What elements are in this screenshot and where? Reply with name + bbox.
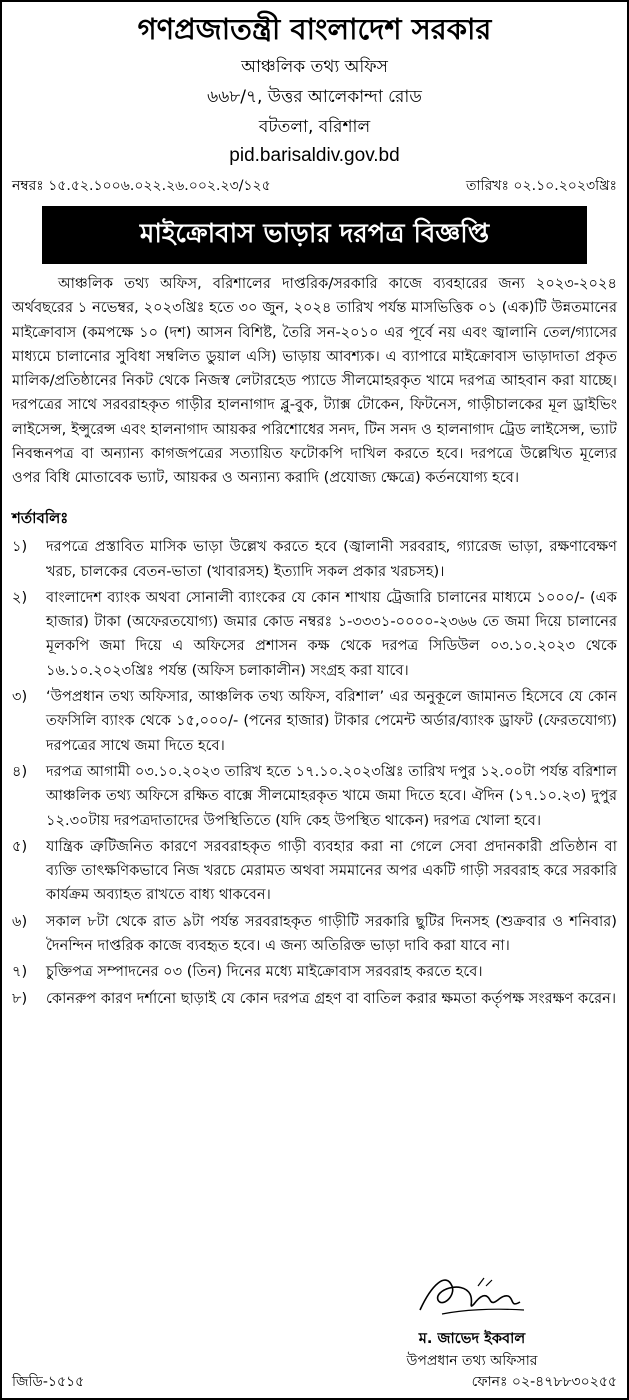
terms-heading: শর্তাবলিঃ <box>12 509 69 528</box>
term-number: ১) <box>12 538 28 556</box>
phone-number: ফোনঃ ০২-৪৭৮৮৩০২৫৫ <box>471 1374 617 1390</box>
term-item <box>12 987 617 1011</box>
term-item <box>12 960 617 984</box>
term-item <box>12 835 617 908</box>
term-number: ২) <box>12 588 28 606</box>
notice-title-banner <box>42 206 587 264</box>
government-title: গণপ্রজাতন্ত্রী বাংলাদেশ সরকার <box>137 12 492 46</box>
term-text: ‘উপপ্রধান তথ্য অফিসার, আঞ্চলিক তথ্য অফিস, বরিশাল’ এর অনুকূলে জামানত হিসেবে যে কোন তফসিলি ব্যাংক থেকে ১৫,০০০/- (পনের হাজার) টাকার পেমেন্ট অর্ডার/ব্যাংক ড্রাফট (ফেরতযোগ্য) দরপত্রের সাথে জমা দিতে হবে। <box>46 688 617 754</box>
terms-list <box>12 535 617 1011</box>
term-item <box>12 586 617 683</box>
reference-line <box>12 176 617 196</box>
term-text: দরপত্রে প্রস্তাবিত মাসিক ভাড়া উল্লেখ করতে হবে (জ্বালানী সরবরাহ, গ্যারেজ ভাড়া, রক্ষণাবেক্ষণ খরচ, চালকের বেতন-ভাতা (খাবারসহ) ইত্যাদি সকল প্রকার খরচসহ)। <box>46 538 617 580</box>
term-item <box>12 910 617 959</box>
address-line-1: ৬৬৮/৭, উত্তর আলেকান্দা রোড <box>207 87 422 107</box>
term-text: কোনরুপ কারণ দর্শানো ছাড়াই যে কোন দরপত্র গ্রহণ বা বাতিল করার ক্ষমতা কর্তৃপক্ষ সংরক্ষণ করেন। <box>46 989 617 1007</box>
term-item <box>12 760 617 833</box>
term-text: দরপত্র আগামী ০৩.১০.২০২৩ তারিখ হতে ১৭.১০.২০২৩খ্রিঃ তারিখ দপুর ১২.০০টা পর্যন্ত বরিশাল আঞ্চলিক তথ্য অফিসে রক্ষিত বাক্সে সীলমোহরকৃত খামে জমা দিতে হবে। ঐদিন (১৭.১০.২৩) দুপুর ১২.৩০টায় দরপত্রদাতাদের উপস্থিতিতে (যদি কেহ উপস্থিত থাকেন) দরপত্র খোলা হবে। <box>46 762 617 829</box>
signer-title: উপপ্রধান তথ্য অফিসার <box>406 1353 538 1369</box>
handwritten-signature <box>412 1264 532 1326</box>
signer-name: ম. জাভেদ ইকবাল <box>418 1330 526 1347</box>
term-text: চুক্তিপত্র সম্পাদনের ০৩ (তিন) দিনের মধ্যে মাইক্রোবাস সরবরাহ করতে হবে। <box>46 963 483 981</box>
term-number: ৮) <box>12 989 28 1007</box>
term-number: ৬) <box>12 912 28 930</box>
footer <box>12 1372 617 1392</box>
term-number: ৩) <box>12 688 28 706</box>
notice-title: মাইক্রোবাস ভাড়ার দরপত্র বিজ্ঞপ্তি <box>139 219 490 249</box>
term-number: ৪) <box>12 762 28 780</box>
signature-block <box>377 1264 567 1372</box>
memo-date: তারিখঃ ০২.১০.২০২৩খ্রিঃ <box>466 178 617 194</box>
term-number: ৭) <box>12 963 28 981</box>
notice-body: আঞ্চলিক তথ্য অফিস, বরিশালের দাপ্তরিক/সরকারি কাজে ব্যবহারের জন্য ২০২৩-২০২৪ অর্থবছরের ১ নভেম্বর, ২০২৩খ্রিঃ হতে ৩০ জুন, ২০২৪ তারিখ পর্যন্ত মাসভিত্তিক ০১ (এক)টি উন্নতমানের মাইক্রোবাস (কমপক্ষে ১০ (দশ) আসন বিশিষ্ট, তৈরি সন-২০১০ এর পূর্বে নয় এবং জ্বালানি তেল/গ্যাসের মাধ্যমে চালানোর সুবিধা সম্বলিত ডুয়াল এসি) ভাড়ায় আবশ্যক। এ ব্যাপারে মাইক্রোবাস ভাড়াদাতা প্রকৃত মালিক/প্রতিষ্ঠানের নিকট থেকে নিজস্ব লেটারহেড প্যাডে সীলমোহরকৃত খামে দরপত্র আহবান করা যাচ্ছে। দরপত্রের সাথে সরবরাহকৃত গাড়ীর হালনাগাদ ব্লু-বুক, ট্যাক্স টোকেন, ফিটনেস, গাড়ীচালকের মূল ড্রাইভিং লাইসেন্স, ইন্সুরেন্স এবং হালনাগাদ আয়কর পরিশোধের সনদ, টিন সনদ ও হালনাগাদ ট্রেড লাইসেন্স, ভ্যাট নিবন্ধনপত্র বা অন্যান্য কাগজপত্রের সত্যায়িত ফটোকপি দাখিল করতে হবে। দরপত্রে উল্লেখিত মূল্যের ওপর বিধি মোতাবেক ভ্যাট, আয়কর ও অন্যান্য করাদি (প্রযোজ্য ক্ষেত্রে) কর্তনযোগ্য হবে। <box>12 275 617 487</box>
gd-number: জিডি-১৫১৫ <box>12 1374 85 1390</box>
term-number: ৫) <box>12 837 28 855</box>
address-line-2: বটতলা, বরিশাল <box>258 117 371 137</box>
term-text: বাংলাদেশ ব্যাংক অথবা সোনালী ব্যাংকের যে কোন শাখায় ট্রেজারি চালানের মাধ্যমে ১০০০/- (এক হাজার) টাকা (অফেরতযোগ্য) জমার কোড নম্বরঃ ১-৩৩৩১-০০০০-২৩৬৬ তে জমা দিয়ে চালানের মূলকপি জমা দিয়ে এ অফিসের প্রশাসন কক্ষ থেকে দরপত্র সিডিউল ০৩.১০.২০২৩ থেকে ১৬.১০.২০২৩খ্রিঃ পর্যন্ত (অফিস চলাকালীন) সংগ্রহ করা যাবে। <box>46 588 617 679</box>
term-text: যান্ত্রিক ত্রুটিজনিত কারণে সরবরাহকৃত গাড়ী ব্যবহার করা না গেলে সেবা প্রদানকারী প্রতিষ্ঠান বা ব্যক্তি তাৎক্ষণিকভাবে নিজ খরচে মেরামত অথবা সমমানের অপর একটি গাড়ী সরবরাহ করে সরকারি কার্যক্রম অব্যাহত রাখতে বাধ্য থাকবেন। <box>46 837 617 904</box>
term-item <box>12 535 617 584</box>
website-url: pid.barisaldiv.gov.bd <box>229 145 400 166</box>
office-name: আঞ্চলিক তথ্য অফিস <box>241 57 388 77</box>
term-item <box>12 685 617 758</box>
term-text: সকাল ৮টা থেকে রাত ৯টা পর্যন্ত সরবরাহকৃত গাড়ীটি সরকারি ছুটির দিনসহ (শুক্রবার ও শনিবার) দৈনন্দিন দাপ্তরিক কাজে ব্যবহৃত হবে। এ জন্য অতিরিক্ত ভাড়া দাবি করা যাবে না। <box>46 912 617 955</box>
memo-number: নম্বরঃ ১৫.৫২.১০০৬.০২২.২৬.০০২.২৩/১২৫ <box>12 178 271 194</box>
